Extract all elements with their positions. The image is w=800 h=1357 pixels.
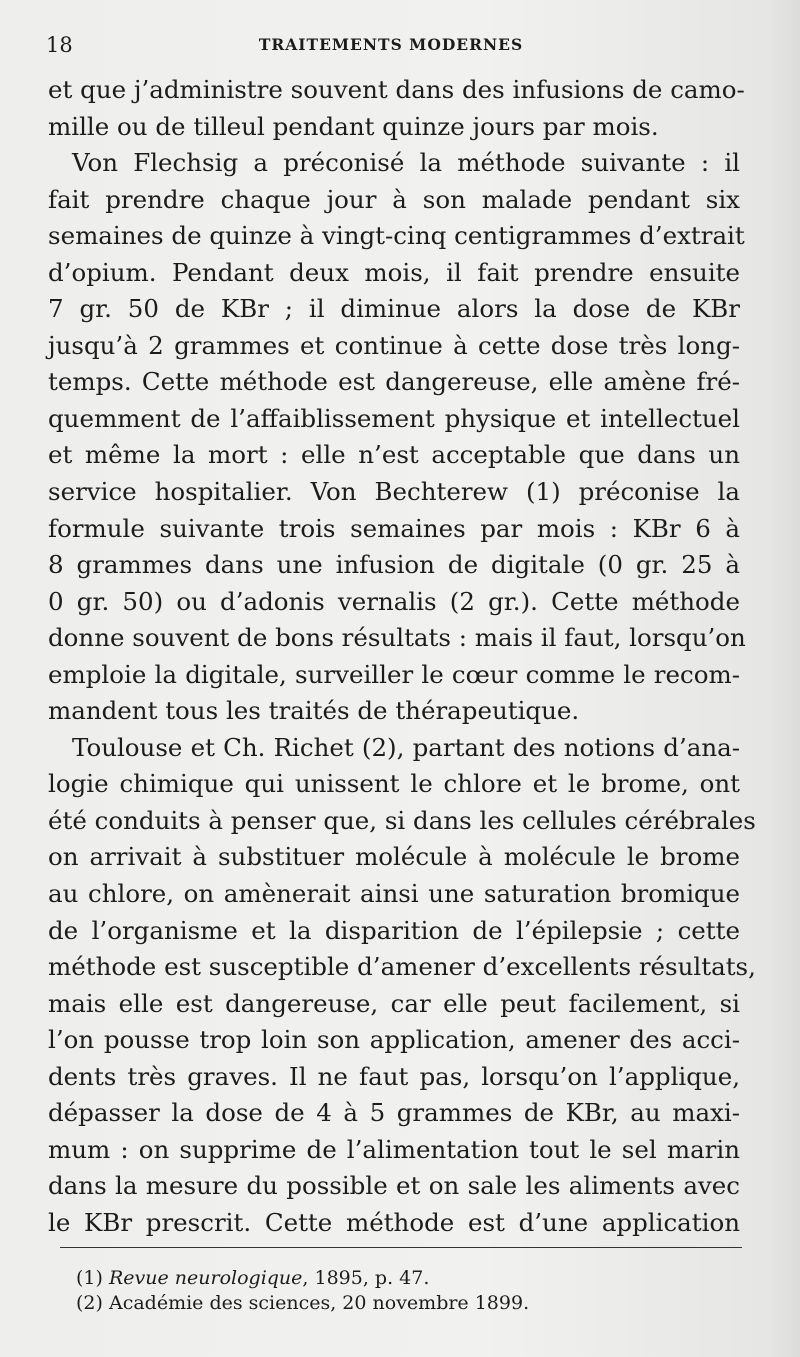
body-text xyxy=(48,72,756,1242)
footnote xyxy=(76,1291,736,1316)
footnotes xyxy=(76,1266,736,1316)
text-line: méthode est susceptible d’amener d’excellents résultats, xyxy=(48,952,756,982)
text-line: quemment de l’affaiblissement physique et intellectuel xyxy=(48,403,740,433)
running-head: TRAITEMENTS MODERNES xyxy=(258,35,524,54)
text-line: 0 gr. 50) ou d’adonis vernalis (2 gr.). Cette méthode xyxy=(48,586,740,616)
text-line: d’opium. Pendant deux mois, il fait prendre ensuite xyxy=(48,257,740,287)
text-line: de l’organisme et la disparition de l’épilepsie ; cette xyxy=(48,915,740,945)
text-line: on arrivait à substituer molécule à molécule le brome xyxy=(48,842,740,872)
text-line: semaines de quinze à vingt-cinq centigrammes d’extrait xyxy=(48,221,745,251)
text-line: mille ou de tilleul pendant quinze jours par mois. xyxy=(48,111,659,141)
footnote-separator xyxy=(60,1247,742,1248)
text-line: formule suivante trois semaines par mois : KBr 6 à xyxy=(48,513,740,543)
text-line: l’on pousse trop loin son application, amener des acci- xyxy=(48,1025,740,1055)
text-line: 8 grammes dans une infusion de digitale (0 gr. 25 à xyxy=(48,550,740,580)
text-line: service hospitalier. Von Bechterew (1) préconise la xyxy=(48,477,740,507)
text-line: donne souvent de bons résultats : mais il faut, lorsqu’on xyxy=(48,623,746,653)
text-line: logie chimique qui unissent le chlore et le brome, ont xyxy=(48,769,740,799)
text-line: mais elle est dangereuse, car elle peut facilement, si xyxy=(48,988,740,1018)
text-line: emploie la digitale, surveiller le cœur comme le recom- xyxy=(48,659,740,689)
footnote-text: Académie des sciences, 20 novembre 1899. xyxy=(108,1292,530,1314)
text-line: fait prendre chaque jour à son malade pendant six xyxy=(48,184,740,214)
text-line: et même la mort : elle n’est acceptable que dans un xyxy=(48,440,740,470)
text-line: mum : on supprime de l’alimentation tout le sel marin xyxy=(48,1134,740,1164)
page-header xyxy=(46,32,736,62)
text-line: mandent tous les traités de thérapeutique. xyxy=(48,696,580,726)
text-line: le KBr prescrit. Cette méthode est d’une application xyxy=(48,1207,740,1237)
text-line: 7 gr. 50 de KBr ; il diminue alors la dose de KBr xyxy=(48,294,740,324)
footnote-source: Revue neurologique xyxy=(108,1267,303,1289)
footnote-marker: (2) xyxy=(76,1292,103,1314)
footnote-text: , 1895, p. 47. xyxy=(302,1267,430,1289)
text-line: été conduits à penser que, si dans les cellules cérébrales xyxy=(48,805,756,835)
text-line: Von Flechsig a préconisé la méthode suivante : il xyxy=(72,148,740,178)
text-line: et que j’administre souvent dans des infusions de camo- xyxy=(48,75,745,104)
footnote-marker: (1) xyxy=(76,1267,103,1289)
text-line: dépasser la dose de 4 à 5 grammes de KBr, au maxi- xyxy=(48,1098,740,1128)
footnote xyxy=(76,1266,736,1291)
text-line: dents très graves. Il ne faut pas, lorsqu’on l’applique, xyxy=(48,1061,740,1091)
text-line: dans la mesure du possible et on sale les aliments avec xyxy=(48,1171,740,1201)
text-line: temps. Cette méthode est dangereuse, elle amène fré- xyxy=(48,367,740,397)
text-line: jusqu’à 2 grammes et continue à cette dose très long- xyxy=(48,330,740,360)
text-line: au chlore, on amènerait ainsi une saturation bromique xyxy=(48,879,740,909)
text-line: Toulouse et Ch. Richet (2), partant des notions d’ana- xyxy=(72,732,740,762)
page-number: 18 xyxy=(46,33,73,57)
